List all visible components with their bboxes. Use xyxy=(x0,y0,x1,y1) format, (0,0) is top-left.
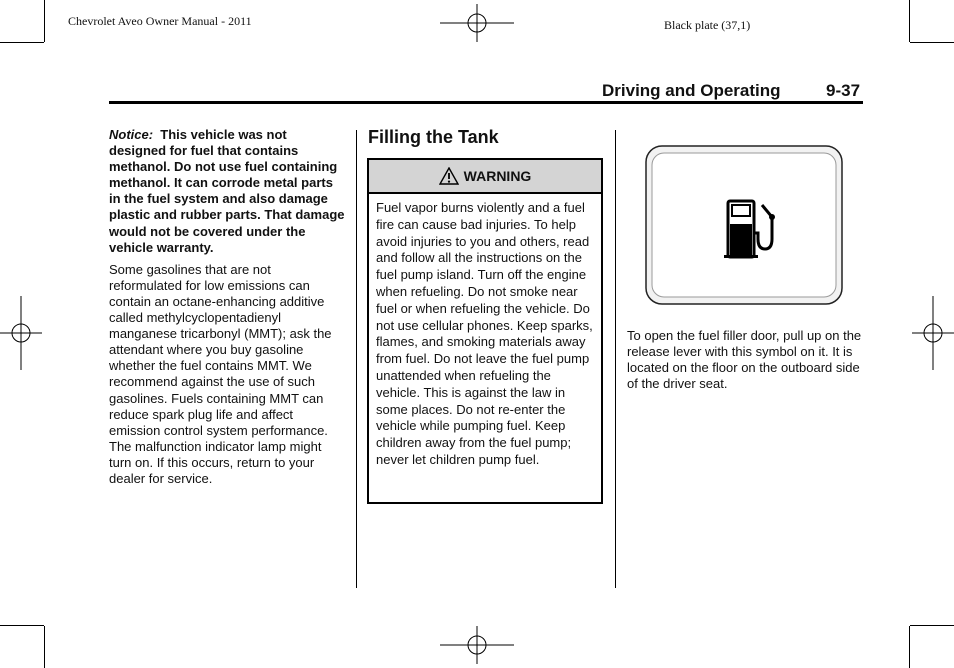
crop-mark-tr-h xyxy=(910,42,954,43)
crop-mark-br-h xyxy=(910,625,954,626)
fuel-lever-panel xyxy=(644,145,844,305)
running-header-right: Black plate (37,1) xyxy=(664,18,751,32)
registration-mark-left xyxy=(0,296,42,370)
crop-mark-br-v xyxy=(909,626,910,668)
crop-mark-tl-h xyxy=(0,42,44,43)
crop-mark-tl-v xyxy=(44,0,45,42)
notice-text: This vehicle was not designed for fuel that contains methanol. Do not use fuel containing methanol. It can corrode metal parts in the fuel system and also damage plastic and rubber parts. That damage would not be covered under the vehicle warranty. xyxy=(109,127,345,255)
filling-tank-heading: Filling the Tank xyxy=(368,127,499,147)
registration-mark-right xyxy=(912,296,954,370)
crop-mark-bl-v xyxy=(44,626,45,668)
column-divider-left xyxy=(356,130,357,588)
header-rule xyxy=(109,101,863,104)
fuel-symbol-illustration xyxy=(644,145,844,305)
crop-mark-tr-v xyxy=(909,0,910,42)
warning-header xyxy=(369,160,601,194)
fuel-door-paragraph: To open the fuel filler door, pull up on the release lever with this symbol on it. It is located on the floor on the outboard side of the driver seat. xyxy=(627,328,862,392)
registration-mark-bottom xyxy=(440,626,514,664)
warning-label: WARNING xyxy=(463,168,532,184)
warning-box xyxy=(367,158,603,504)
crop-mark-bl-h xyxy=(0,625,44,626)
running-header-left: Chevrolet Aveo Owner Manual - 2011 xyxy=(68,14,252,28)
registration-mark-top xyxy=(440,4,514,42)
warning-text: Fuel vapor burns violently and a fuel fire can cause bad injuries. To help avoid injuries to you and others, read and follow all the instructions on the fuel pump island. Turn off the engine when refueling. Do not smoke near fuel or when refueling the vehicle. Do not use cellular phones. Keep sparks, flames, and smoking materials away from fuel. Do not leave the fuel pump unattended when refueling the vehicle. This is against the law in some places. Do not re-enter the vehicle while pumping fuel. Keep children away from the fuel pump; never let children pump fuel. xyxy=(376,200,593,467)
page-number: 9-37 xyxy=(826,81,861,100)
column-divider-right xyxy=(615,130,616,588)
section-title: Driving and Operating xyxy=(602,81,781,100)
notice-block xyxy=(109,127,345,256)
left-column xyxy=(109,127,345,487)
warning-triangle-icon xyxy=(439,167,459,185)
mmt-paragraph: Some gasolines that are not reformulated for low emissions can contain an octane-enhancing additive called methylcyclopentadienyl manganese tricarbonyl (MMT); ask the attendant where you buy gasoline whether the fuel contains MMT. We recommend against the use of such gasolines. Fuels containing MMT can reduce spark plug life and affect emission control system performance. The malfunction indicator lamp might turn on. If this occurs, return to your dealer for service. xyxy=(109,261,332,486)
notice-label: Notice: xyxy=(109,127,154,142)
